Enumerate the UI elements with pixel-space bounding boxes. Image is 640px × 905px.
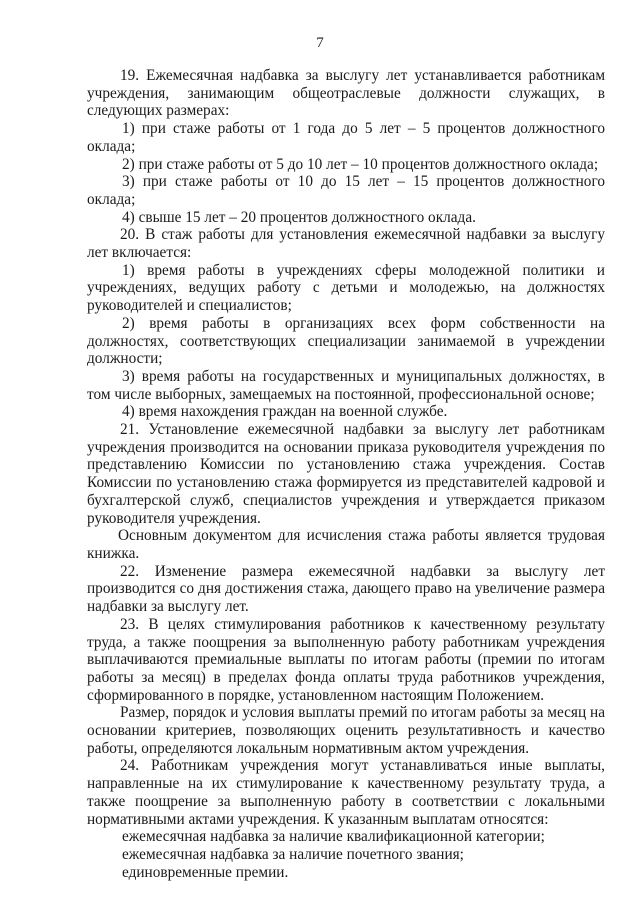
paragraph-24: 24. Работникам учреждения могут устанавливаться иные выплаты, направленные на их стимулирование к качественному результату труда, а также поощрение за выполненную работу в соответствии с локальными нормативными актами учреждения. К указанным выплатам относятся: [87,757,605,828]
list-item-19-3: 3) при стаже работы от 10 до 15 лет – 15 процентов должностного оклада; [87,173,605,208]
paragraph-19: 19. Ежемесячная надбавка за выслугу лет устанавливается работникам учреждения, занимающим общеотраслевые должности служащих, в следующих размерах: [87,67,605,120]
document-body [87,67,605,881]
list-item-20-2: 2) время работы в организациях всех форм собственности на должностях, соответствующих специализации занимаемой в учреждении должности; [87,314,605,368]
list-item-20-1: 1) время работы в учреждениях сферы молодежной политики и учреждениях, ведущих работу с детьми и молодежью, на должностях руководителей и специалистов; [87,261,605,315]
paragraph-23-note: Размер, порядок и условия выплаты премий по итогам работы за месяц на основании критериев, позволяющих оценить результативность и качество работы, определяются локальным нормативным актом учреждения. [87,704,605,757]
list-item-19-2: 2) при стаже работы от 5 до 10 лет – 10 процентов должностного оклада; [122,155,599,173]
list-item-24-1: ежемесячная надбавка за наличие квалификационной категории; [122,828,545,846]
list-item-24-3: единовременные премии. [122,863,289,881]
list-item-20-4: 4) время нахождения граждан на военной службе. [122,403,448,421]
list-item-24-2: ежемесячная надбавка за наличие почетного звания; [122,845,464,863]
paragraph-21-note: Основным документом для исчисления стажа работы является трудовая книжка. [87,527,605,562]
list-item-19-4: 4) свыше 15 лет – 20 процентов должностного оклада. [122,208,476,226]
paragraph-21: 21. Установление ежемесячной надбавки за выслугу лет работникам учреждения производится на основании приказа руководителя учреждения по представлению Комиссии по установлению стажа учреждения. Состав Комиссии по установлению стажа формируется из представителей кадровой и бухгалтерской служб, специалистов учреждения и утверждается приказом руководителя учреждения. [87,421,605,527]
list-item-19-1: 1) при стаже работы от 1 года до 5 лет – 5 процентов должностного оклада; [87,120,605,155]
paragraph-20: 20. В стаж работы для установления ежемесячной надбавки за выслугу лет включается: [87,226,605,262]
page-number: 7 [316,35,324,51]
list-item-20-3: 3) время работы на государственных и муниципальных должностях, в том числе выборных, замещаемых на постоянной, профессиональной основе; [87,367,605,403]
paragraph-23: 23. В целях стимулирования работников к качественному результату труда, а также поощрения за выполненную работу работникам учреждения выплачиваются премиальные выплаты по итогам работы (премии по итогам работы за месяц) в пределах фонда оплаты труда работников учреждения, сформированного в порядке, установленном настоящим Положением. [87,615,605,704]
paragraph-22: 22. Изменение размера ежемесячной надбавки за выслугу лет производится со дня достижения стажа, дающего право на увеличение размера надбавки за выслугу лет. [87,562,605,616]
